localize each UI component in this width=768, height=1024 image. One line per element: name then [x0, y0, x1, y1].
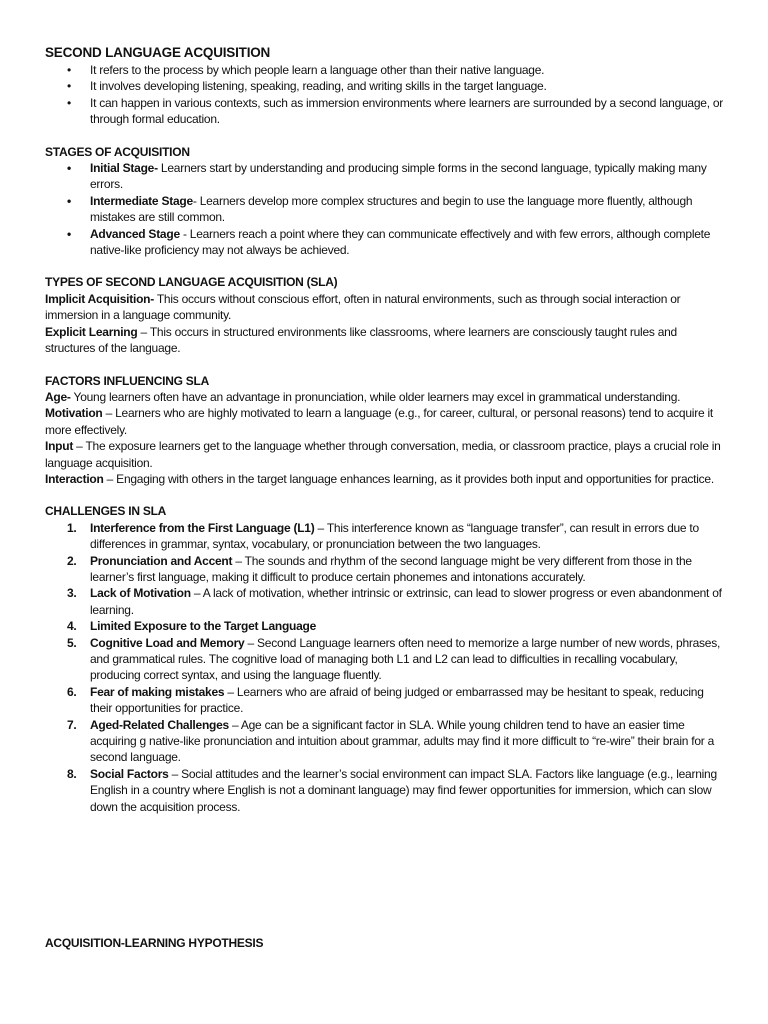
challenge-text: – A lack of motivation, whether intrinsic or extrinsic, can lead to slower progress or even abandonment of learning. — [90, 586, 722, 617]
intro-list — [45, 62, 725, 128]
factor-term: Interaction — [45, 471, 104, 486]
intro-item: • It refers to the process by which people learn a language other than their native language. — [45, 62, 725, 78]
factors-heading: FACTORS INFLUENCING SLA — [45, 373, 210, 388]
challenge-item — [45, 635, 725, 684]
intro-item: • It involves developing listening, speaking, reading, and writing skills in the target language. — [45, 78, 725, 94]
challenges-heading: CHALLENGES IN SLA — [45, 504, 167, 519]
factor-term: Input — [45, 439, 74, 454]
factor-item — [45, 438, 725, 471]
stage-term: Advanced Stage — [90, 226, 180, 241]
stage-item — [45, 160, 725, 193]
challenge-number: 6. — [67, 684, 77, 699]
type-item — [45, 291, 725, 324]
stages-heading: STAGES OF ACQUISITION — [45, 144, 190, 159]
type-item — [45, 324, 725, 357]
challenge-term: Aged-Related Challenges — [90, 717, 229, 732]
intro-item: • It can happen in various contexts, such as immersion environments where learners are surrounded by a second language, or through formal education. — [45, 95, 725, 128]
challenge-term: Fear of making mistakes — [90, 684, 225, 699]
hypothesis-heading: ACQUISITION-LEARNING HYPOTHESIS — [45, 936, 264, 950]
type-text: – This occurs in structured environments like classrooms, where learners are consciously taught rules and structures of the language. — [45, 324, 677, 356]
challenge-term: Pronunciation and Accent — [90, 553, 233, 568]
challenge-text: – Learners who are afraid of being judged or embarrassed may be hesitant to speak, reducing their opportunities for practice. — [90, 684, 704, 716]
factor-text: – Engaging with others in the target language enhances learning, as it provides both input and opportunities for practice. — [103, 471, 714, 486]
challenge-number: 1. — [67, 520, 77, 535]
factor-item — [45, 471, 725, 487]
challenge-text: – This interference known as “language transfer”, can result in errors due to differences in grammar, syntax, vocabulary, or pronunciation between the two languages. — [90, 520, 699, 552]
challenge-term: Lack of Motivation — [90, 586, 191, 601]
stages-list — [45, 160, 725, 258]
challenge-number: 5. — [67, 635, 77, 650]
challenge-text: – Age can be a significant factor in SLA. While young children tend to have an easier time acquiring g native-like pronunciation and intuition about grammar, adults may find it more difficult to “re-wire” their brain for a second language. — [90, 717, 715, 765]
challenge-item — [45, 553, 725, 586]
factor-term: Motivation — [45, 406, 103, 421]
challenge-term: Social Factors — [90, 766, 169, 781]
challenge-text: – Second Language learners often need to memorize a large number of new words, phrases, and grammatical rules. The cognitive load of managing both L1 and L2 can lead to difficulties in recalling vocabulary, producing correct syntax, and using the language fluently. — [90, 635, 721, 683]
challenges-list — [45, 520, 725, 815]
challenge-item — [45, 618, 725, 634]
challenge-number: 2. — [67, 553, 77, 568]
factor-item — [45, 389, 725, 405]
types-heading: TYPES OF SECOND LANGUAGE ACQUISITION (SLA) — [45, 275, 338, 290]
factor-text: – Learners who are highly motivated to learn a language (e.g., for career, cultural, or personal reasons) tend to acquire it more effectively. — [45, 406, 713, 437]
factor-text: Young learners often have an advantage in pronunciation, while older learners may excel in grammatical understanding. — [70, 389, 681, 404]
challenge-item — [45, 520, 725, 553]
type-text: This occurs without conscious effort, often in natural environments, such as through social interaction or immersion in a language community. — [45, 291, 681, 323]
challenge-number: 3. — [67, 586, 77, 601]
factor-term: Age- — [45, 389, 71, 404]
factor-text: – The exposure learners get to the language whether through conversation, media, or classroom practice, plays a crucial role in language acquisition. — [45, 439, 721, 470]
challenge-number: 7. — [67, 717, 77, 732]
stage-term: Intermediate Stage — [90, 193, 193, 208]
factor-item — [45, 405, 725, 438]
challenge-text: – The sounds and rhythm of the second language might be very different from those in the learner’s first language, making it difficult to produce certain phonemes and intonations accurately. — [90, 553, 692, 584]
stage-item — [45, 226, 725, 259]
stage-term: Initial Stage- — [90, 161, 158, 176]
stage-item — [45, 193, 725, 226]
challenge-text: – Social attitudes and the learner’s social environment can impact SLA. Factors like language (e.g., learning English in a country where English is not a dominant language) may find fewer opportunities for immersion, which can slow down the acquisition process. — [90, 766, 717, 814]
challenge-item — [45, 717, 725, 766]
stage-text: - Learners reach a point where they can communicate effectively and with few errors, although complete native-like proficiency may not always be achieved. — [90, 226, 711, 258]
stage-text: - Learners develop more complex structures and begin to use the language more fluently, although mistakes are still common. — [90, 193, 693, 225]
type-term: Explicit Learning — [45, 324, 138, 339]
challenge-number: 4. — [67, 619, 77, 634]
challenge-term: Limited Exposure to the Target Language — [90, 619, 317, 634]
challenge-item — [45, 684, 725, 717]
document-title: SECOND LANGUAGE ACQUISITION — [45, 45, 271, 60]
document-page — [45, 44, 725, 815]
stage-text: Learners start by understanding and producing simple forms in the second language, typically making many errors. — [90, 161, 707, 192]
challenge-item — [45, 766, 725, 815]
challenge-number: 8. — [67, 766, 77, 781]
challenge-term: Interference from the First Language (L1) — [90, 520, 315, 535]
challenge-item — [45, 585, 725, 618]
type-term: Implicit Acquisition- — [45, 291, 154, 306]
challenge-term: Cognitive Load and Memory — [90, 635, 245, 650]
